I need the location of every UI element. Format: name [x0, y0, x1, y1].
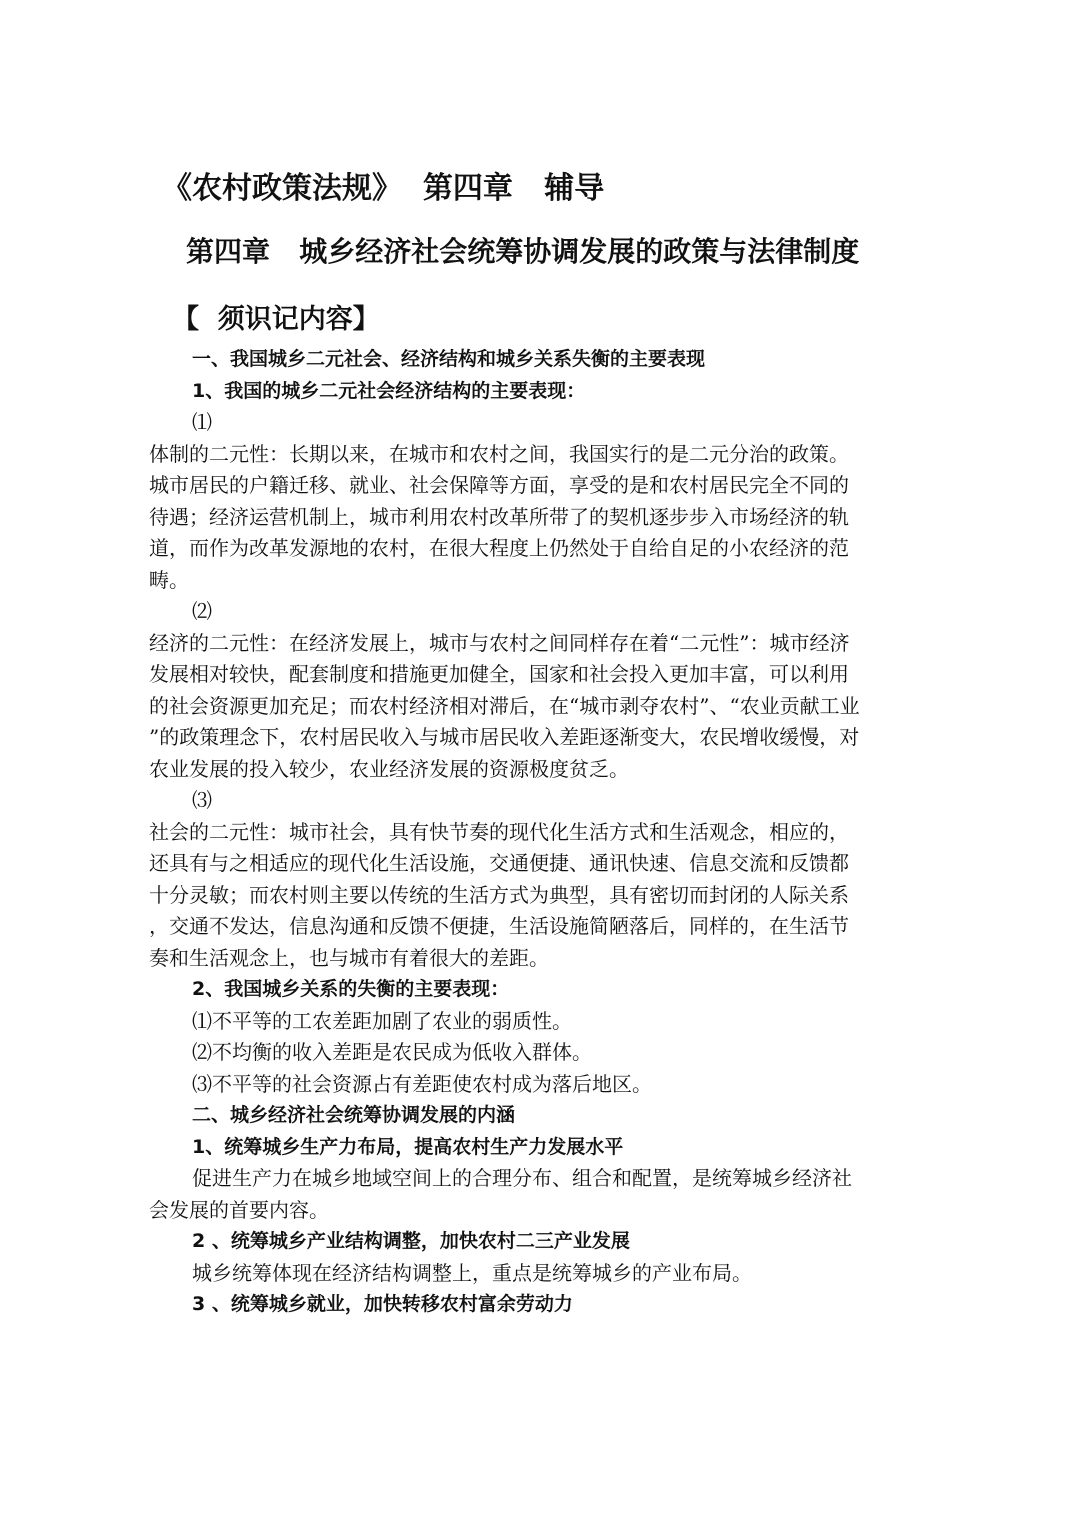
body-text-line: 社会的二元性：城市社会，具有快节奏的现代化生活方式和生活观念，相应的， — [149, 819, 849, 844]
body-text-line: 发展相对较快，配套制度和措施更加健全，国家和社会投入更加丰富，可以利用 — [149, 662, 849, 686]
body-text-line: ”的政策理念下，农村居民收入与城市居民收入差距逐渐变大，农民增收缓慢，对 — [149, 725, 860, 749]
body-text-line: 城市居民的户籍迁移、就业、社会保障等方面，享受的是和农村居民完全不同的 — [149, 473, 849, 497]
body-text-line: 的社会资源更加充足；而农村经济相对滞后，在“城市剥夺农村”、“农业贡献工业 — [149, 693, 860, 718]
document-body — [149, 344, 929, 1321]
section-heading: 1、我国的城乡二元社会经济结构的主要表现： — [192, 379, 586, 402]
body-text-line: ⑵ — [192, 599, 212, 623]
body-text-line: 会发展的首要内容。 — [149, 1197, 329, 1222]
section-heading: 2 、统筹城乡产业结构调整，加快农村二三产业发展 — [192, 1230, 630, 1252]
body-text-line: ⑴ — [192, 410, 212, 434]
document-title: 《农村政策法规》 第四章 辅导 — [162, 171, 605, 206]
body-text-line: ⑶ — [192, 788, 212, 812]
body-text-line: ，交通不发达，信息沟通和反馈不便捷，生活设施简陋落后，同样的，在生活节 — [149, 914, 849, 938]
body-text-line: 畴。 — [149, 567, 189, 592]
body-text-line: 经济的二元性：在经济发展上，城市与农村之间同样存在着“二元性”：城市经济 — [149, 630, 850, 655]
section-heading: 3 、统筹城乡就业，加快转移农村富余劳动力 — [192, 1293, 573, 1315]
chapter-subtitle: 第四章 城乡经济社会统筹协调发展的政策与法律制度 — [186, 235, 860, 268]
section-label: 【 须识记内容】 — [172, 304, 380, 335]
section-heading: 2、我国城乡关系的失衡的主要表现： — [192, 978, 510, 1000]
body-text-line: 城乡统筹体现在经济结构调整上，重点是统筹城乡的产业布局。 — [192, 1260, 752, 1285]
section-heading: 一、我国城乡二元社会、经济结构和城乡关系失衡的主要表现 — [192, 348, 706, 370]
section-heading: 二、城乡经济社会统筹协调发展的内涵 — [192, 1104, 516, 1126]
body-text-line: 道，而作为改革发源地的农村，在很大程度上仍然处于自给自足的小农经济的范 — [149, 536, 849, 560]
body-text-line: 还具有与之相适应的现代化生活设施，交通便捷、通讯快速、信息交流和反馈都 — [149, 851, 849, 875]
body-text-line: ⑴不平等的工农差距加剧了农业的弱质性。 — [192, 1008, 572, 1033]
body-text-line: ⑶不平等的社会资源占有差距使农村成为落后地区。 — [192, 1071, 652, 1096]
section-heading: 1、统筹城乡生产力布局，提高农村生产力发展水平 — [192, 1135, 624, 1158]
body-text-line: 体制的二元性：长期以来，在城市和农村之间，我国实行的是二元分治的政策。 — [149, 441, 849, 466]
body-text-line: 十分灵敏；而农村则主要以传统的生活方式为典型，具有密切而封闭的人际关系 — [149, 882, 849, 907]
body-text-line: 待遇；经济运营机制上，城市利用农村改革所带了的契机逐步步入市场经济的轨 — [149, 504, 849, 529]
body-text-line: ⑵不均衡的收入差距是农民成为低收入群体。 — [192, 1040, 592, 1064]
body-text-line: 促进生产力在城乡地域空间上的合理分布、组合和配置，是统筹城乡经济社 — [192, 1166, 852, 1190]
body-text-line: 农业发展的投入较少，农业经济发展的资源极度贫乏。 — [149, 756, 629, 781]
body-text-line: 奏和生活观念上，也与城市有着很大的差距。 — [149, 945, 549, 970]
